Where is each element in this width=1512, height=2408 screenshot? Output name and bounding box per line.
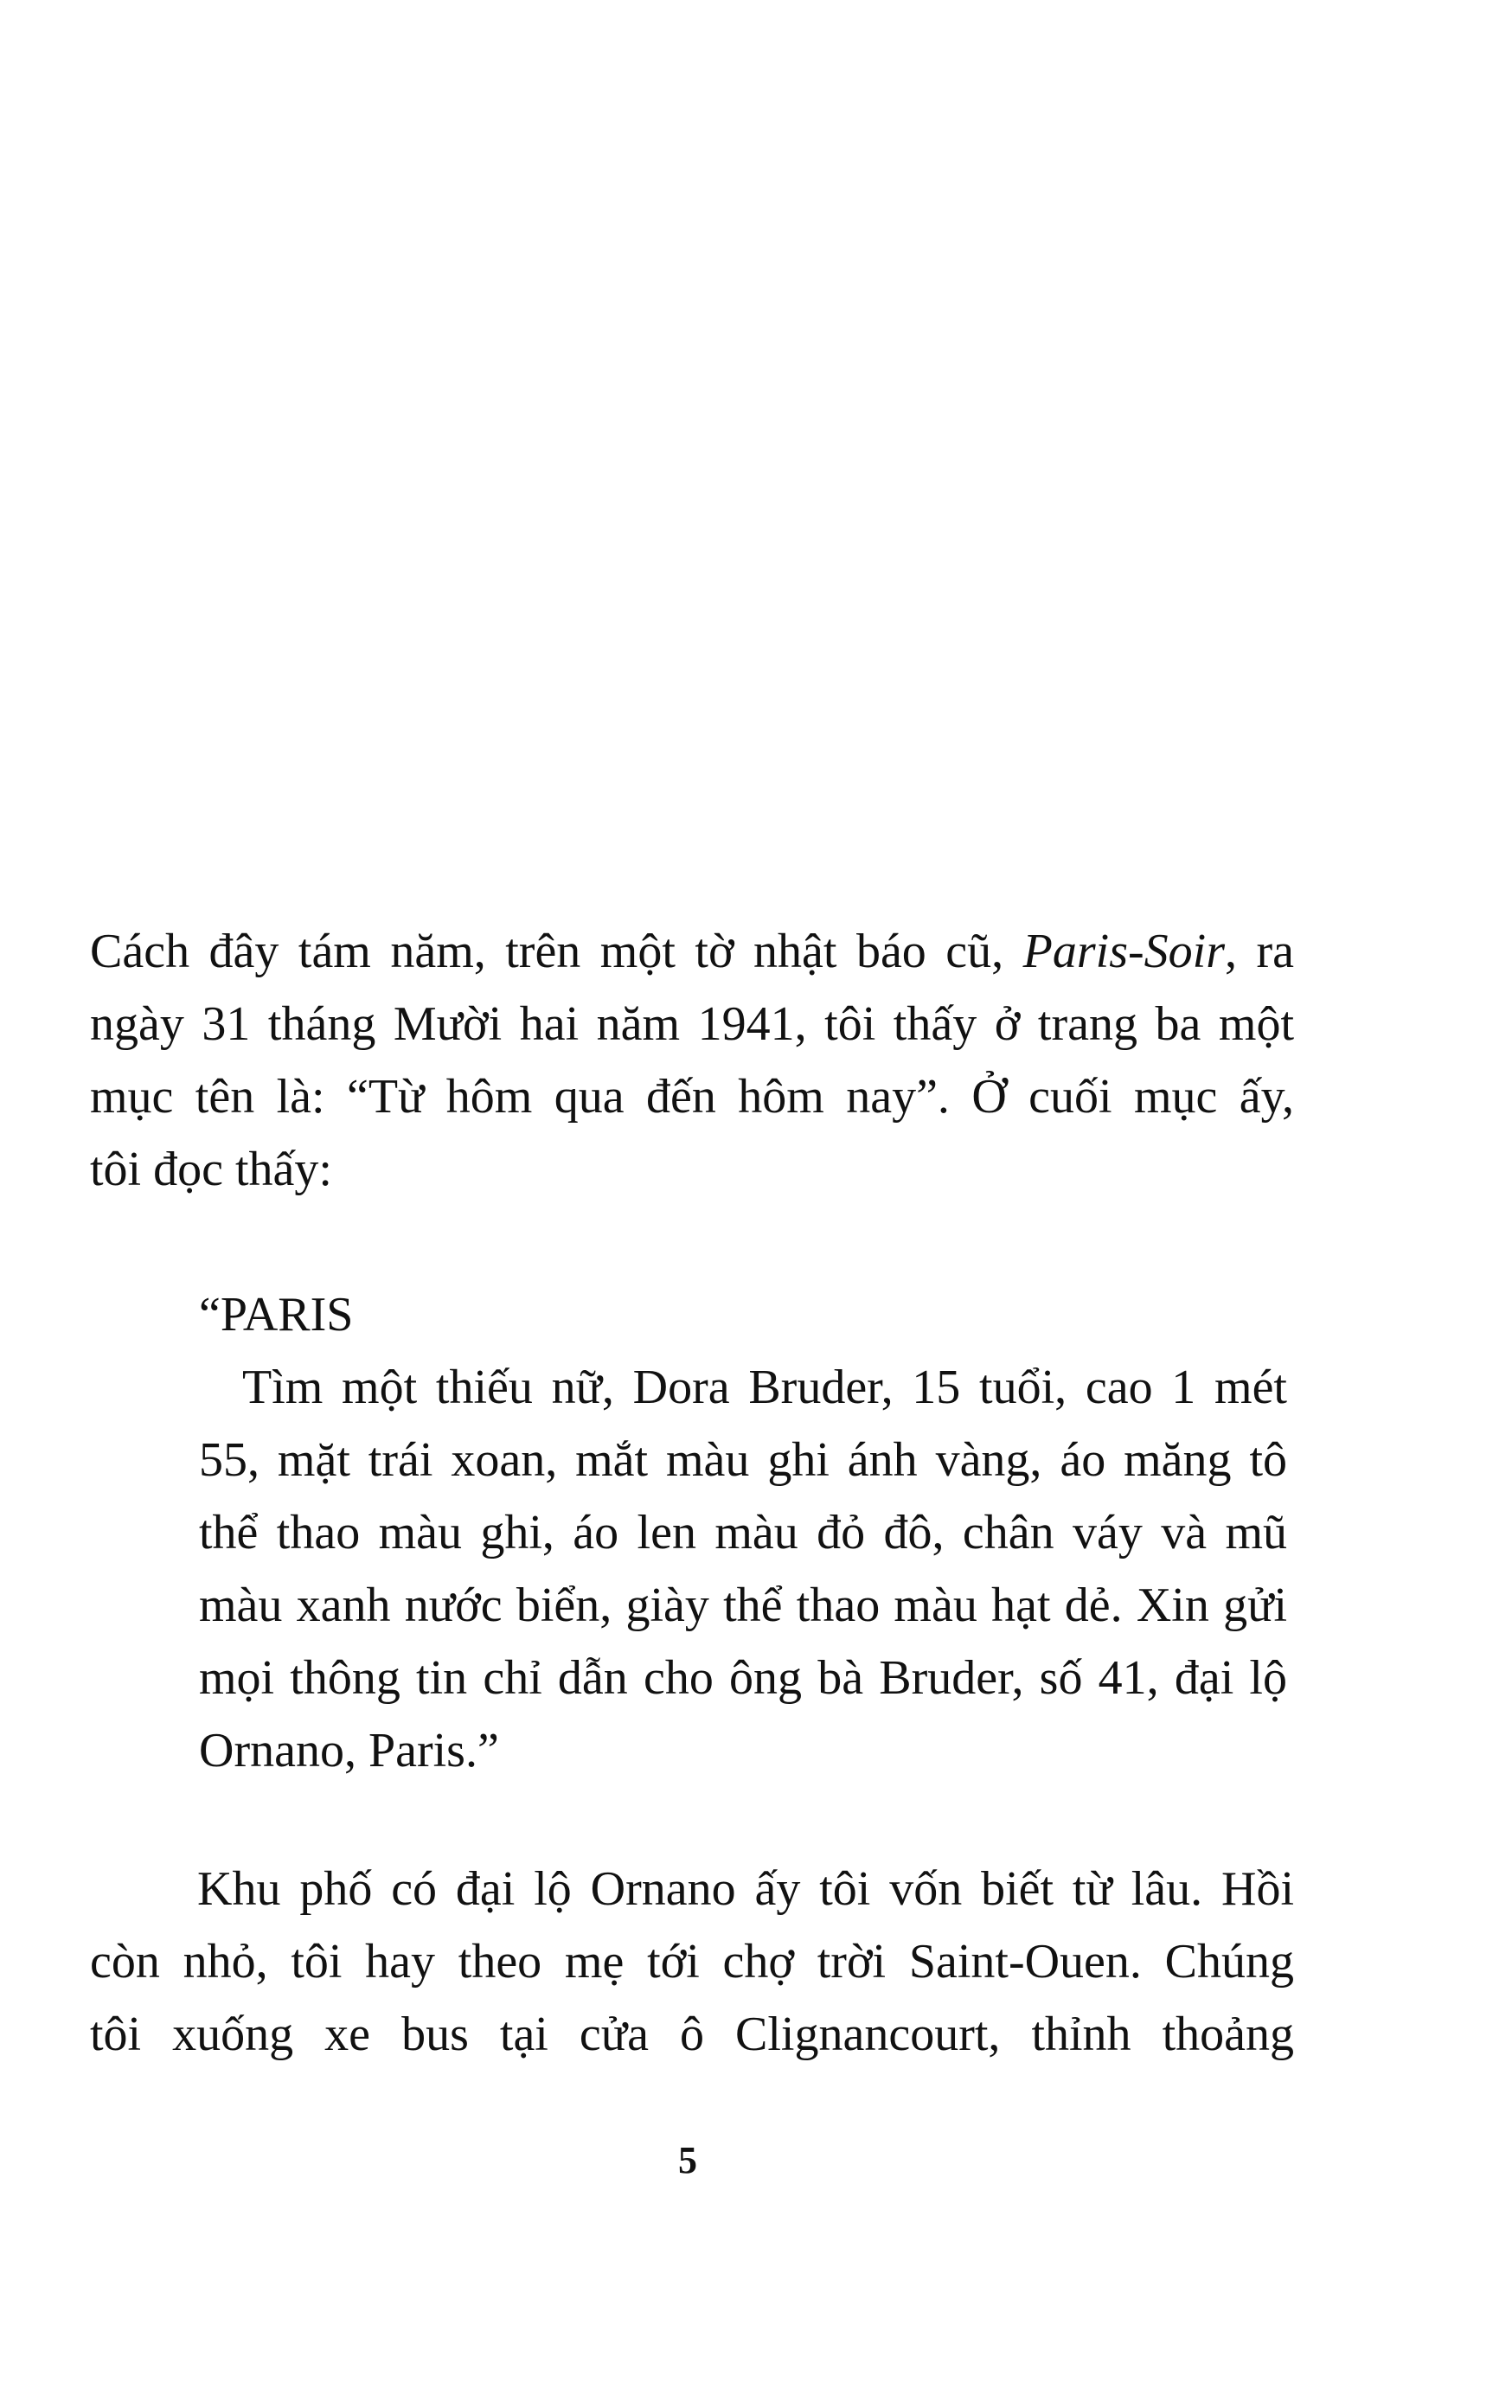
notice-line: màu xanh nước biển, giày thể thao màu hạt dẻ. Xin gửi (199, 1579, 1287, 1632)
paragraph-ornano (90, 1853, 1294, 2071)
quoted-notice (199, 1278, 1287, 1787)
paragraph-line: mục tên là: “Từ hôm qua đến hôm nay”. Ở cuối mục ấy, (90, 1070, 1294, 1124)
paragraph-line: ngày 31 tháng Mười hai năm 1941, tôi thấy ở trang ba một (90, 997, 1294, 1051)
paragraph-opening (90, 915, 1294, 1206)
paragraph-line: Khu phố có đại lộ Ornano ấy tôi vốn biết từ lâu. Hồi (197, 1862, 1294, 1916)
paragraph-line: tôi đọc thấy: (90, 1143, 332, 1196)
notice-line: Ornano, Paris.” (199, 1724, 499, 1777)
page-number: 5 (678, 2139, 697, 2181)
notice-line: 55, mặt trái xoan, mắt màu ghi ánh vàng, áo măng tô (199, 1433, 1287, 1487)
notice-line: mọi thông tin chỉ dẫn cho ông bà Bruder, số 41, đại lộ (199, 1651, 1287, 1705)
paragraph-line: tôi xuống xe bus tại cửa ô Clignancourt, thỉnh thoảng (90, 2008, 1294, 2061)
notice-line: thể thao màu ghi, áo len màu đỏ đô, chân váy và mũ (199, 1506, 1287, 1559)
notice-heading: “PARIS (199, 1288, 354, 1342)
paragraph-line: Cách đây tám năm, trên một tờ nhật báo cũ, Paris-Soir, ra (90, 925, 1294, 978)
newspaper-title: Paris-Soir (1022, 925, 1225, 978)
notice-line: Tìm một thiếu nữ, Dora Bruder, 15 tuổi, cao 1 mét (242, 1361, 1287, 1414)
paragraph-line: còn nhỏ, tôi hay theo mẹ tới chợ trời Saint-Ouen. Chúng (90, 1935, 1294, 1989)
